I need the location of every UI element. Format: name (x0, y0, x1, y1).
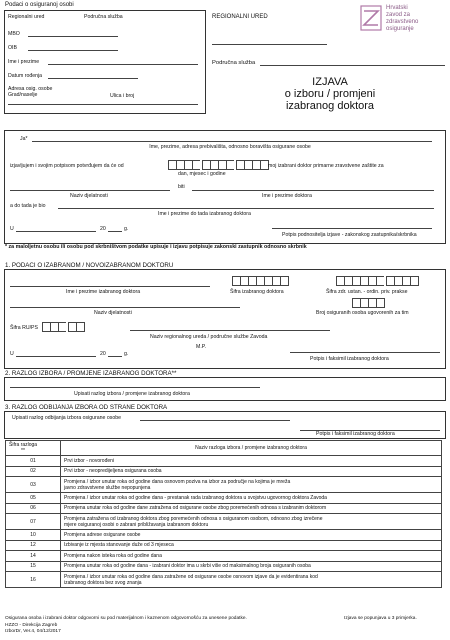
person-caption: Ime, prezime, adresa prebivališta, odnosno boravišta osigurane osobe (149, 144, 311, 150)
s1-code-boxes[interactable] (232, 276, 289, 286)
reason-text: Promjena zatražena od izabranog doktora zbog poremećenih odnosa s osiguranom osobom, odnosno zbog izrečene mjere osiguranoj osobi o zabrani približavanja izabranom doktoru (61, 514, 442, 530)
s1-signature-field[interactable] (290, 352, 440, 353)
s1-g-label: g. (124, 351, 129, 357)
ja-label: Ja* (20, 136, 28, 142)
reason-text: Promjena / izbor unutar roka od godine dana osnovom poziva na izbor za područje na kojima je mreža javno zdravstvene službe nepopunjena (61, 477, 442, 493)
insured-person-title: Podaci o osiguranoj osobi (5, 2, 74, 8)
reason-row (6, 530, 442, 541)
s1-activity-field[interactable] (10, 307, 240, 308)
footer-line-2: HZZO - Direkcija Zagreb (5, 623, 58, 628)
until-label: a do tada je bio (10, 203, 46, 209)
s1-activity-caption: Naziv djelatnosti (94, 310, 132, 316)
reason-code: 07 (6, 514, 61, 530)
section3-title: 3. RAZLOG ODBIJANJA IZBORA OD STRANE DOKTORA (5, 404, 168, 411)
reason-text: Promjena adrese osigurane osobe (61, 530, 442, 541)
s1-year-label: 20 (100, 351, 106, 357)
prev-doctor-field[interactable] (58, 208, 434, 209)
reason-row (6, 456, 442, 467)
dob-label: Datum rođenja (8, 73, 43, 79)
reason-text: Promjena / izbor unutar roka od godine dana - prestanak rada izabranog doktora u svojstvu ugovornog doktora Zavoda (61, 493, 442, 504)
s1-ruo-field[interactable] (130, 330, 330, 331)
footer-line-1b: Izjava se popunjava u 3 primjerka. (344, 616, 417, 621)
section2-title: 2. RAZLOG IZBORA / PROMJENE IZABRANOG DOKTORA** (5, 370, 177, 377)
name-label: Ime i prezime (8, 59, 40, 65)
reason-row (6, 493, 442, 504)
reason-row (6, 551, 442, 562)
doctor-field[interactable] (192, 190, 434, 191)
title-line-2: o izboru / promjeni (284, 88, 376, 100)
reasons-col-code (6, 441, 61, 456)
title-line-3: izabranog doktora (285, 100, 375, 112)
hzzo-logo (360, 3, 445, 39)
doctor-caption: Ime i prezime doktora (262, 193, 312, 199)
footer-line-1: Osigurana osoba i izabrani doktor odgovorni su pod materijalnom i kaznenom odgovornošću za unesene podatke. (5, 616, 247, 621)
year-label: 20 (100, 226, 106, 232)
reason-code: 05 (6, 493, 61, 504)
bit-label: biti (178, 184, 185, 190)
reason-code: 02 (6, 466, 61, 477)
place-label: U (10, 226, 14, 232)
footnote: * za maloljetnu osobu ili osobu pod skrbništvom podatke upisuje i izjavu potpisuje zakonski zastupnik odnosno skrbnik (5, 244, 307, 250)
oib-label: OIB (8, 45, 17, 51)
place-field[interactable] (16, 231, 96, 232)
year-field[interactable] (108, 231, 122, 232)
s1-year-field[interactable] (108, 356, 122, 357)
reason-text: Promjena nakon isteka roka od godine dana (61, 551, 442, 562)
reason-text: Promjena unutar roka od godine dana - izabrani doktor ima u skrbi više od maksimalnog broja osiguranih osoba (61, 561, 442, 572)
street-label: Ulica i broj (110, 93, 135, 99)
s1-place-field[interactable] (16, 356, 96, 357)
title-line-1: IZJAVA (312, 76, 348, 88)
logo-line-4: osiguranje (386, 26, 414, 32)
g-label: g. (124, 226, 129, 232)
reason-code: 14 (6, 551, 61, 562)
regional-label: Regionalni ured (8, 14, 45, 20)
logo-line-1: Hrvatski (386, 5, 408, 11)
reason-row (6, 572, 442, 588)
reason-code: 06 (6, 503, 61, 514)
regional-office-field[interactable] (212, 44, 327, 45)
activity-caption: Naziv djelatnosti (70, 193, 108, 199)
form-title (265, 76, 395, 112)
s1-ruo-label: Šifra RU/PS (10, 325, 38, 331)
reason-text: Promjena / izbor unutar roka od godine dana zatražene od osigurane osobe osnovom izjave da je evidentirana kod izabranog doktora bez svog znanja (61, 572, 442, 588)
section2-box (4, 377, 446, 401)
signature-field[interactable] (272, 228, 432, 229)
person-field[interactable] (32, 141, 432, 142)
reason-text: Prvi izbor - neopredijeljena osigurana osoba (61, 466, 442, 477)
s3-caption: Upisati razlog odbijanja izbora osigurane osobe (12, 415, 122, 421)
mbo-field[interactable] (28, 36, 118, 37)
s1-mp-label: M.P. (196, 344, 206, 350)
service-heading: Područna služba (212, 60, 256, 66)
reason-code: 15 (6, 561, 61, 572)
doctor-text: moj izabrani doktor primarne zravstvene zaštite za (268, 163, 384, 169)
reason-row (6, 477, 442, 493)
date-boxes[interactable] (168, 160, 269, 170)
regional-office-heading: REGIONALNI URED (212, 14, 268, 20)
reason-text: Prvi izbor - novorođeni (61, 456, 442, 467)
s3-signature-caption: Potpis i faksimil izabranog doktora (316, 431, 395, 437)
hzzo-logo-icon (360, 5, 382, 31)
oib-field[interactable] (28, 50, 118, 51)
s1-name-field[interactable] (10, 286, 210, 287)
reasons-header-row (6, 441, 442, 456)
service-field[interactable] (260, 65, 445, 66)
reason-row (6, 514, 442, 530)
reason-code: 01 (6, 456, 61, 467)
date-caption: dan, mjesec i godine (178, 171, 226, 177)
activity-field[interactable] (10, 190, 170, 191)
reason-text: Izbivanje iz mjesta stanovanje duže od 3 mjeseca (61, 540, 442, 551)
reasons-col-name-label: Naziv razloga izbora / promjene izabranog doktora (195, 445, 307, 451)
s3-reason-field[interactable] (140, 420, 290, 421)
reason-code: 12 (6, 540, 61, 551)
s1-unit-boxes[interactable] (336, 276, 419, 286)
prev-doctor-caption: Ime i prezime do tada izabranog doktora (158, 211, 251, 217)
reason-row (6, 540, 442, 551)
name-field[interactable] (48, 64, 198, 65)
mbo-label: MBO (8, 31, 20, 37)
signature-caption: Potpis podnositelja izjave - zakonskog zastupnika/skrbnika (282, 232, 417, 238)
reason-code: 10 (6, 530, 61, 541)
s1-ruo-boxes[interactable] (42, 322, 85, 332)
logo-line-2: zavod za (386, 12, 411, 18)
reasons-col-code-note: ** (21, 448, 25, 454)
s1-code-caption: Šifra izabranog doktora (230, 289, 284, 295)
declare-text: izjavljujem i svojim potpisom potvrđujem da će od (10, 163, 124, 169)
section1-title: 1. PODACI O IZABRANOM / NOVOIZABRANOM DOKTORU (5, 262, 174, 269)
reasons-table (5, 440, 442, 588)
reason-row (6, 561, 442, 572)
logo-line-3: zdravstveno (386, 19, 419, 25)
s1-unit-caption: Šifra zdr. ustan. - ordin. priv. prakse (326, 289, 408, 295)
s1-name-caption: Ime i prezime izabranog doktora (66, 289, 141, 295)
s2-reason-field[interactable] (10, 387, 260, 388)
reason-row (6, 503, 442, 514)
s1-signature-caption: Potpis i faksimil izabranog doktora (310, 356, 389, 362)
s1-ruo-caption: Naziv regionalnog ureda / područne službe Zavoda (150, 334, 268, 340)
dob-field[interactable] (48, 78, 138, 79)
s1-place-label: U (10, 351, 14, 357)
reasons-col-name (61, 441, 442, 456)
s2-caption: Upisati razlog izbora / promjene izabranog doktora (74, 391, 190, 397)
reason-text: Promjena unutar roka od godine dane zatražena od osigurane osobe zbog poremećenih odnosa s izabranim doktorom (61, 503, 442, 514)
reasons-col-code-label: Šifra razloga (9, 442, 38, 448)
s1-count-boxes[interactable] (352, 298, 385, 308)
reason-row (6, 466, 442, 477)
address-field[interactable] (8, 104, 198, 105)
reason-code: 03 (6, 477, 61, 493)
s1-count-caption: Broj osiguranih osoba ugovorenih za tim (316, 310, 409, 316)
reason-code: 16 (6, 572, 61, 588)
service-label: Područna služba (84, 14, 123, 20)
footer-line-3: IzborDr, Ver.4, 04/12/2017 (5, 629, 61, 634)
address-label: Adresa osig. osobe Grad/naselje (8, 86, 53, 98)
